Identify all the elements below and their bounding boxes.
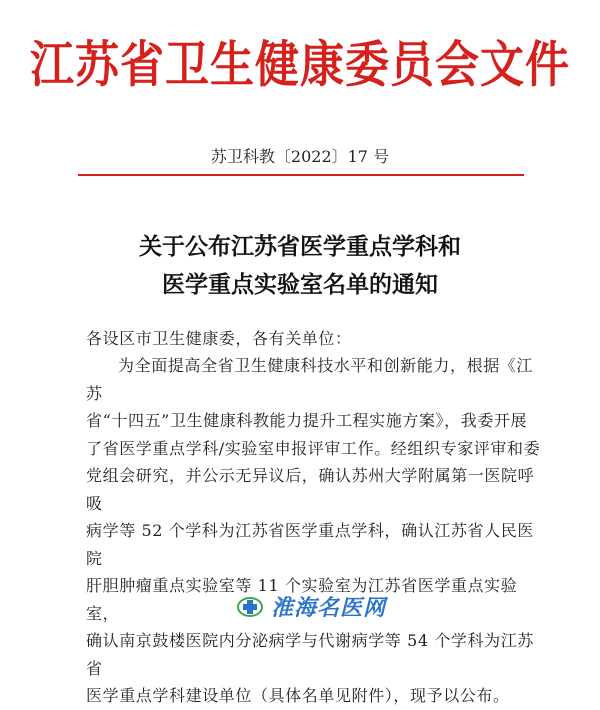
medical-cross-logo-icon bbox=[237, 596, 263, 618]
paragraph-line: 了省医学重点学科/实验室申报评审工作。经组织专家评审和委 bbox=[86, 438, 541, 458]
body-paragraph bbox=[86, 352, 544, 710]
paragraph-line: 病学等 52 个学科为江苏省医学重点学科，确认江苏省人民医院 bbox=[86, 521, 534, 568]
org-title: 江苏省卫生健康委员会文件 bbox=[30, 36, 570, 94]
paragraph-line: 为全面提高全省卫生健康科技水平和创新能力，根据《江苏 bbox=[86, 356, 534, 403]
paragraph-line: 省“十四五”卫生健康科教能力提升工程实施方案》，我委开展 bbox=[86, 411, 528, 430]
document-number: 苏卫科教〔2022〕17 号 bbox=[210, 147, 390, 166]
paragraph-line: 党组会研究，并公示无异议后，确认苏州大学附属第一医院呼吸 bbox=[86, 466, 535, 513]
paragraph-line: 肝胆肿瘤重点实验室等 11 个实验室为江苏省医学重点实验室， bbox=[86, 576, 518, 623]
notice-title-line-2: 医学重点实验室名单的通知 bbox=[162, 271, 438, 298]
watermark bbox=[237, 591, 386, 622]
red-divider bbox=[78, 174, 524, 176]
notice-title-line-1: 关于公布江苏省医学重点学科和 bbox=[139, 233, 461, 260]
paragraph-line: 确认南京鼓楼医院内分泌病学与代谢病学等 54 个学科为江苏省 bbox=[86, 631, 534, 678]
paragraph-line: 医学重点学科建设单位（具体名单见附件），现予以公布。 bbox=[86, 686, 510, 705]
salutation: 各设区市卫生健康委，各有关单位： bbox=[86, 329, 352, 348]
watermark-text: 淮海名医网 bbox=[270, 595, 386, 621]
